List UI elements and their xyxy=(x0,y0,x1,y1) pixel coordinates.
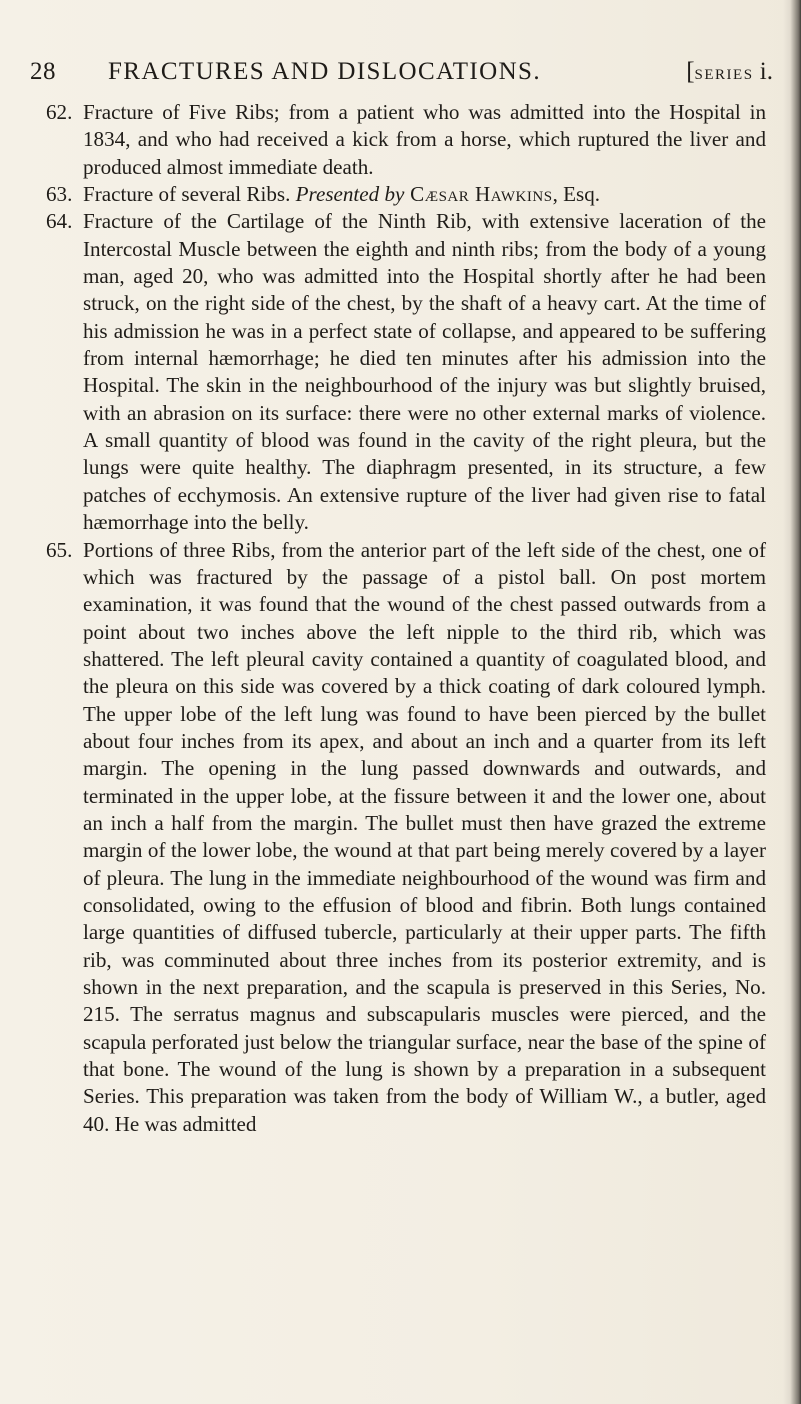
entry-number: 64. xyxy=(46,209,73,234)
running-title: FRACTURES AND DISLOCATIONS. xyxy=(108,58,541,85)
entry-number: 62. xyxy=(46,100,73,124)
page-edge-shadow xyxy=(783,0,801,1404)
catalogue-entry xyxy=(46,99,766,181)
donor-name: Cæsar Hawkins xyxy=(404,182,553,207)
entry-number: 63. xyxy=(46,182,73,207)
entry-text: Fracture of Five Ribs; from a patient who was admitted into the Hospital in 1834, and who had received a kick from a horse, which ruptured the liver and produced almost immediate death. xyxy=(83,100,766,179)
series-label: SERIES xyxy=(694,67,754,83)
catalogue-entry xyxy=(46,208,766,536)
entry-text: Portions of three Ribs, from the anterior part of the left side of the chest, one of which was fractured by the passage of a pistol ball. On post mortem examination, it was found that the wound of the chest passed outwards from a point about two inches above the left nipple to the third rib, which was shattered. The left pleural cavity contained a quantity of coagulated blood, and the pleura on this side was covered by a thick coating of dark coloured lymph. The upper lobe of the left lung was found to have been pierced by the bullet about four inches from its apex, and about an inch and a quarter from its left margin. The opening in the lung passed downwards and outwards, and terminated in the upper lobe, at the fissure between it and the lower one, about an inch a half from the margin. The bullet must then have grazed the extreme margin of the lower lobe, the wound at that part being merely covered by a layer of pleura. The lung in the immediate neighbourhood of the wound was firm and consolidated, owing to the effusion of blood and fibrin. Both lungs contained large quantities of diffused tubercle, particularly at their upper parts. The fifth rib, was comminuted about three inches from its posterior extremity, and is shown in the next preparation, and the scapula is preserved in this Series, No. 215. The serratus magnus and subscapularis muscles were pierced, and the scapula perforated just below the triangular surface, near the base of the spine of that bone. The wound of the lung is shown by a preparation in a subsequent Series. This preparation was taken from the body of William W., a butler, aged 40. He was admitted xyxy=(83,537,766,1136)
presented-by-label: Presented by xyxy=(295,182,405,207)
entry-text: Fracture of several Ribs. xyxy=(83,182,296,207)
catalogue-entry xyxy=(46,537,766,1139)
series-bracket: [ xyxy=(686,58,695,85)
entry-number: 65. xyxy=(46,537,73,562)
donor-suffix: , Esq. xyxy=(552,182,601,207)
page-number: 28 xyxy=(30,58,56,85)
running-header xyxy=(30,58,776,92)
catalogue-entry xyxy=(46,181,766,208)
series-number: i. xyxy=(753,58,773,85)
catalogue-text xyxy=(46,99,766,1138)
series-marker xyxy=(686,58,773,86)
entry-text: Fracture of the Cartilage of the Ninth Rib, with extensive laceration of the Intercostal Muscle between the eighth and ninth ribs; from the body of a young man, aged 20, who was admitted into the Hospital shortly after he had been struck, on the right side of the chest, by the shaft of a heavy cart. At the time of his admission he was in a perfect state of collapse, and appeared to be suffering from internal hæmorrhage; he died ten minutes after his admission into the Hospital. The skin in the neighbourhood of the injury was but slightly bruised, with an abrasion on its surface: there were no other external marks of violence. A small quantity of blood was found in the cavity of the right pleura, but the lungs were quite healthy. The diaphragm presented, in its structure, a few patches of ecchymosis. An extensive rupture of the liver had given rise to fatal hæmorrhage into the belly. xyxy=(83,209,766,535)
